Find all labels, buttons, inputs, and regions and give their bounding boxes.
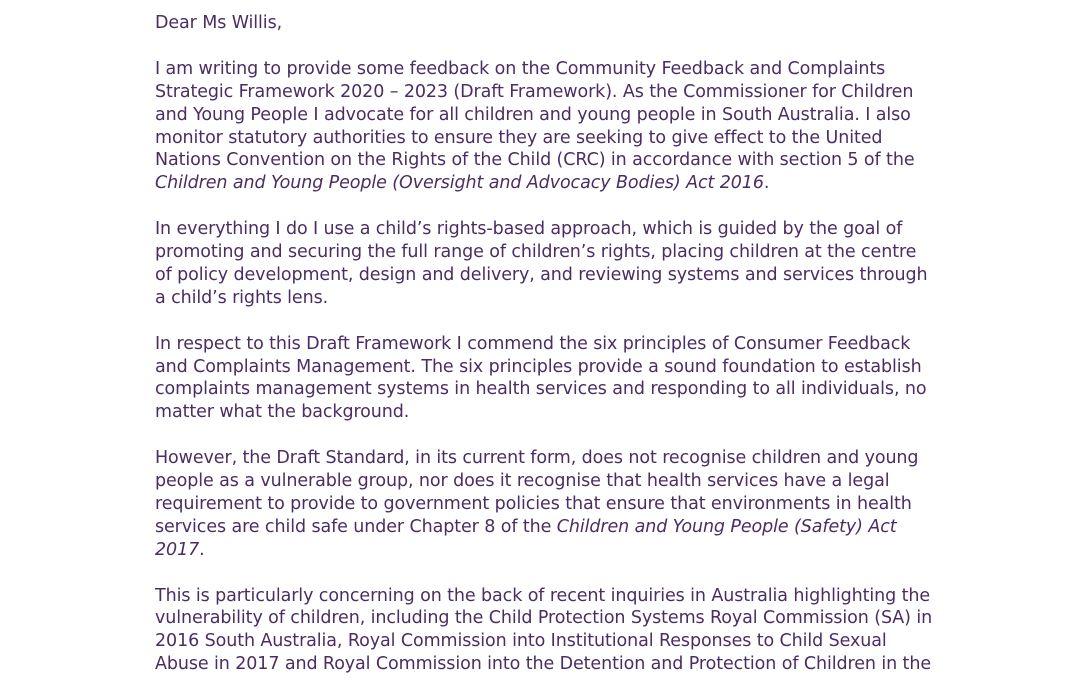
- text-fragment: .: [199, 539, 205, 560]
- text-line: requirement to provide to government policies that ensure that environments in health: [155, 493, 912, 514]
- text-line: monitor statutory authorities to ensure they are seeking to give effect to the United: [155, 127, 883, 148]
- text-line: people as a vulnerable group, nor does it recognise that health services have a legal: [155, 471, 890, 492]
- text-line: I am writing to provide some feedback on the Community Feedback and Complaints: [155, 58, 886, 79]
- text-line: Strategic Framework 2020 – 2023 (Draft Framework). As the Commissioner for Children: [155, 81, 914, 102]
- text-line: In respect to this Draft Framework I commend the six principles of Consumer Feedback: [155, 333, 911, 354]
- text-line: and Complaints Management. The six principles provide a sound foundation to establish: [155, 356, 922, 377]
- act-citation: Children and Young People (Oversight and Advocacy Bodies) Act 2016: [155, 173, 764, 194]
- text-line: In everything I do I use a child’s rights-based approach, which is guided by the goal of: [155, 219, 903, 240]
- text-line: Abuse in 2017 and Royal Commission into the Detention and Protection of Children in the: [155, 654, 931, 675]
- text-line: a child’s rights lens.: [155, 287, 329, 308]
- text-line: [155, 539, 940, 562]
- text-line: matter what the background.: [155, 402, 410, 423]
- act-citation-year: 2017: [155, 539, 200, 560]
- text-fragment: services are child safe under Chapter 8 of the: [155, 516, 557, 537]
- text-line: and Young People I advocate for all children and young people in South Australia. I also: [155, 104, 911, 125]
- text-line: This is particularly concerning on the back of recent inquiries in Australia highlighting the: [155, 585, 930, 606]
- paragraph-principles: [155, 333, 940, 425]
- text-line: of policy development, design and delivery, and reviewing systems and services through: [155, 264, 928, 285]
- paragraph-inquiries: [155, 585, 940, 677]
- paragraph-intro: [155, 58, 940, 195]
- text-fragment: .: [763, 173, 770, 194]
- text-line: [155, 516, 940, 539]
- text-line: vulnerability of children, including the Child Protection Systems Royal Commission (SA) in: [155, 608, 933, 629]
- salutation: Dear Ms Willis,: [155, 13, 283, 33]
- paragraph-concern: [155, 447, 940, 562]
- text-line: 2016 South Australia, Royal Commission into Institutional Responses to Child Sexual: [155, 631, 887, 652]
- letter-body: [155, 12, 940, 699]
- text-line: promoting and securing the full range of children’s rights, placing children at the centre: [155, 242, 917, 263]
- text-line: Nations Convention on the Rights of the Child (CRC) in accordance with section 5 of the: [155, 150, 915, 171]
- text-line: complaints management systems in health services and responding to all individuals, no: [155, 379, 927, 400]
- act-citation: Children and Young People (Safety) Act: [556, 516, 897, 537]
- paragraph-rights-approach: [155, 218, 940, 310]
- text-line: [155, 172, 940, 195]
- text-line: However, the Draft Standard, in its current form, does not recognise children and young: [155, 448, 919, 469]
